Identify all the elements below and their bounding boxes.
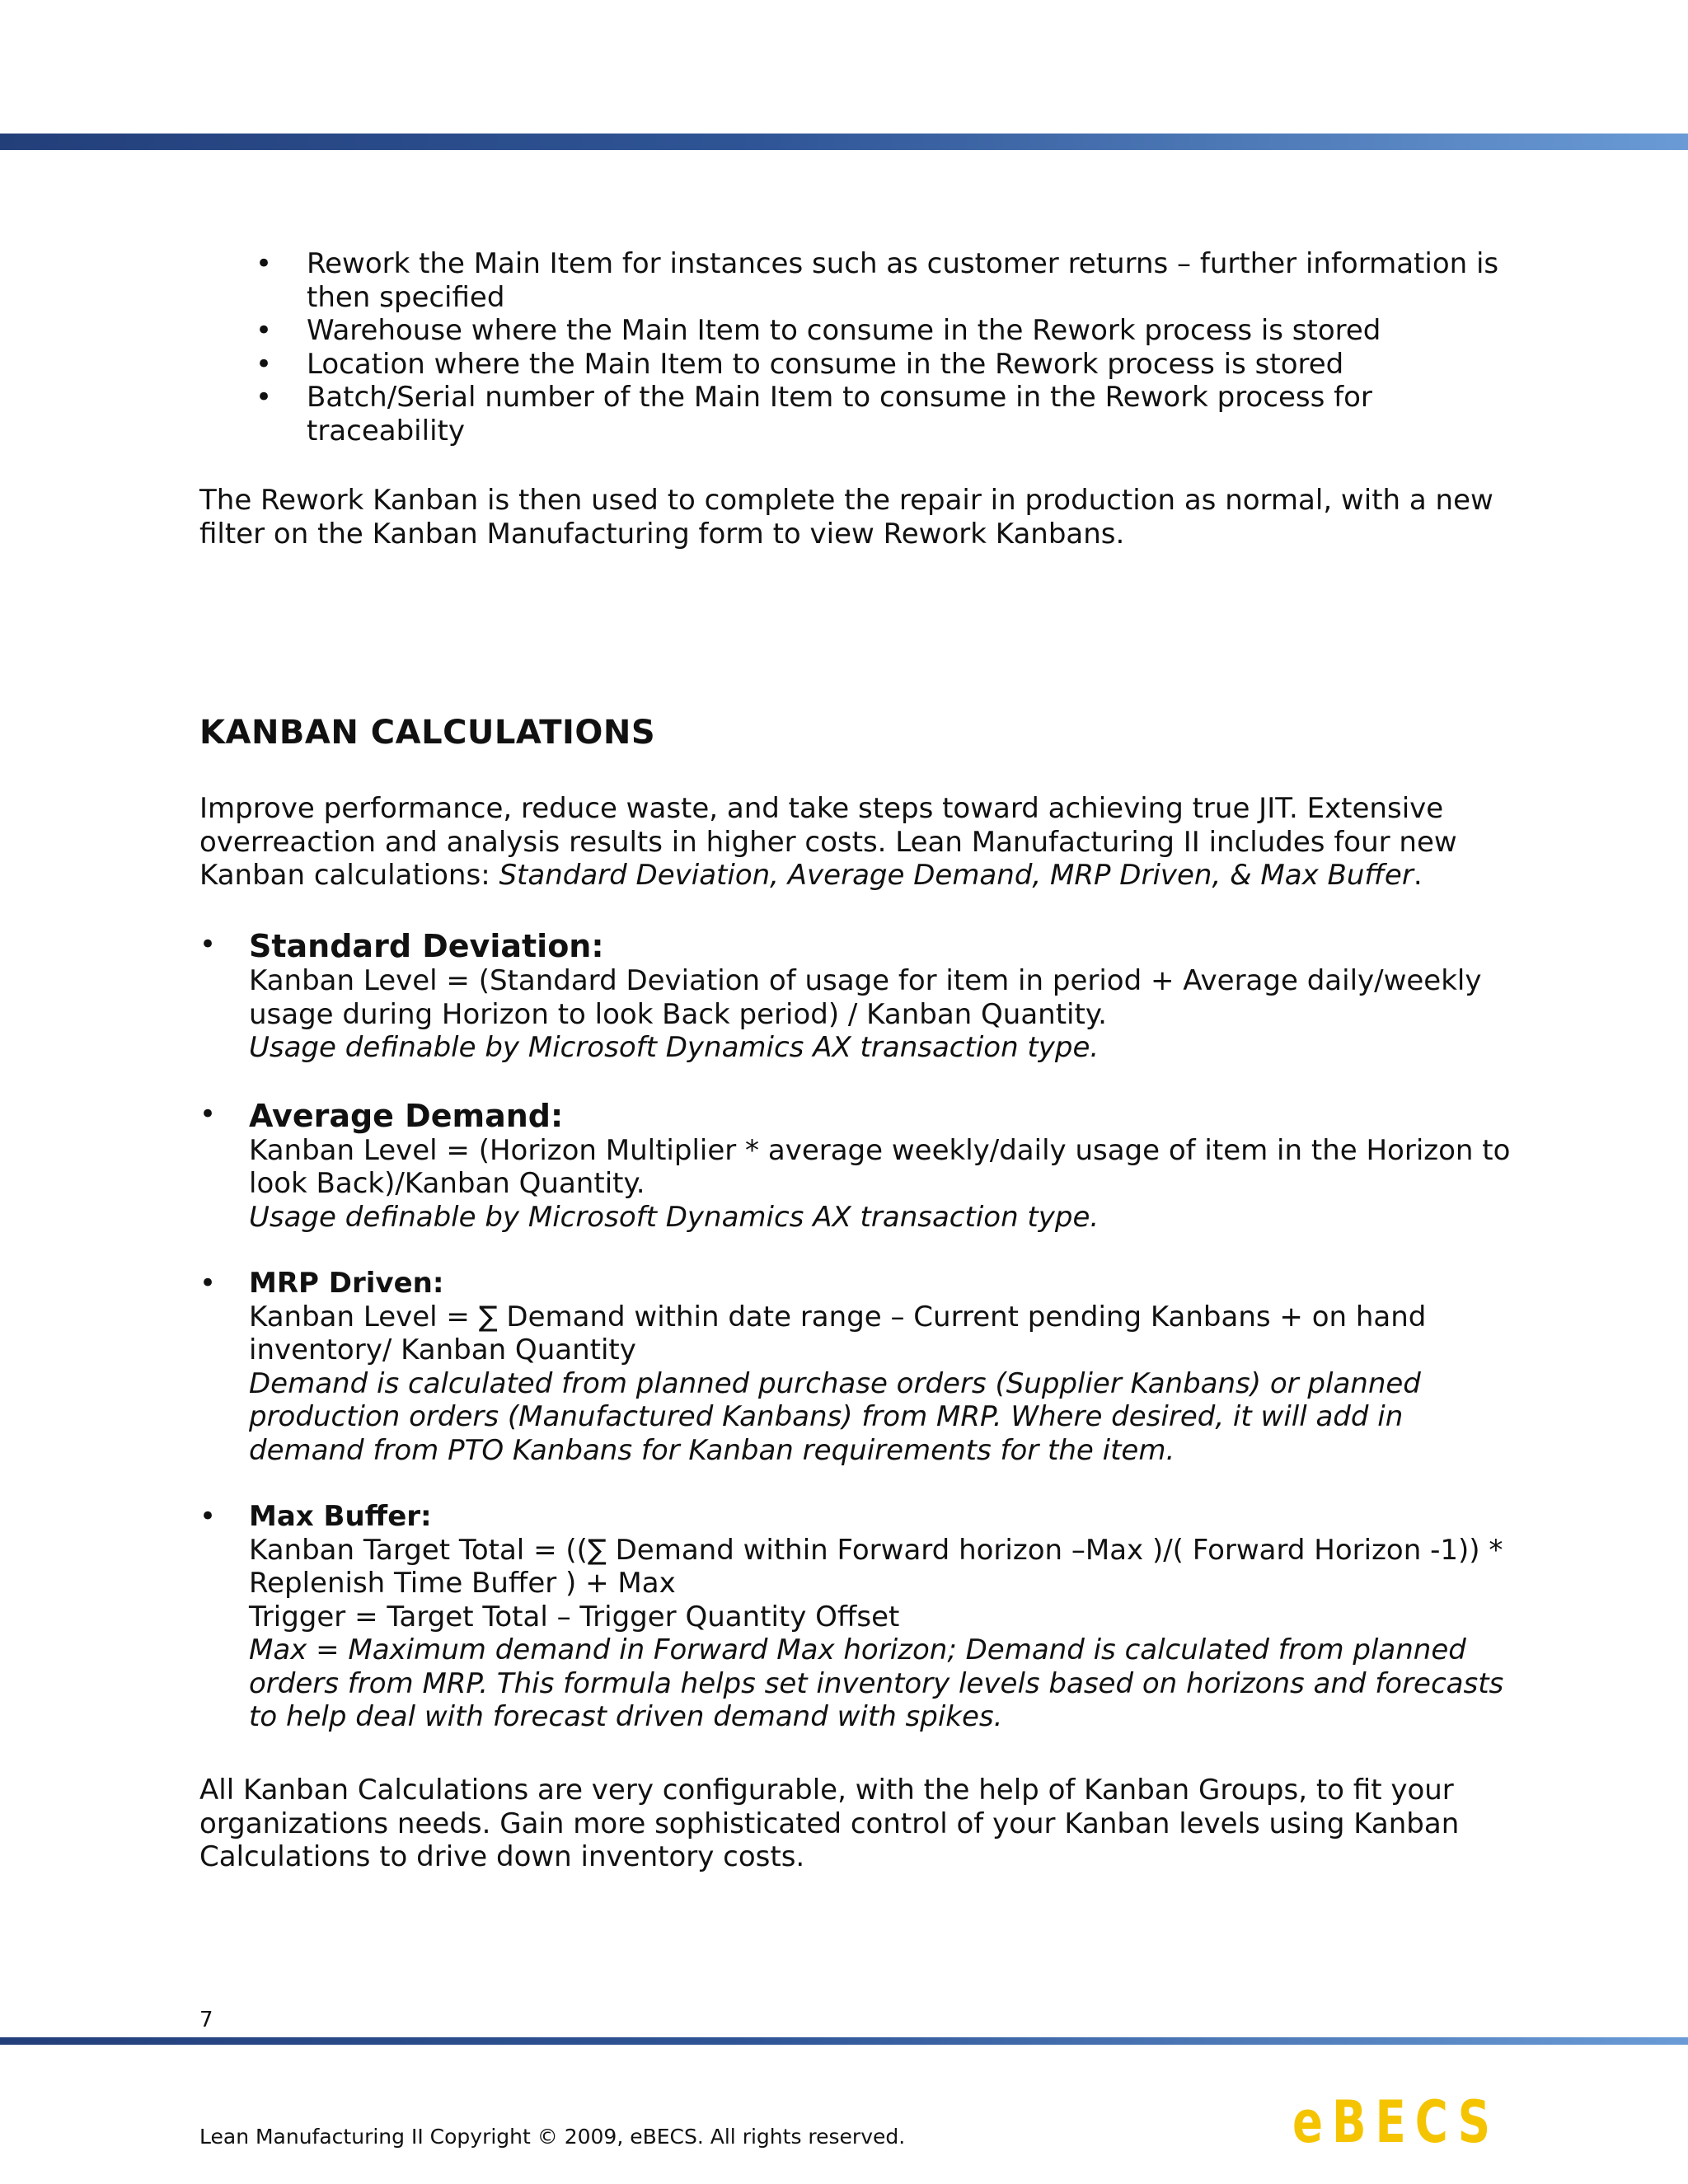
- page-number: 7: [199, 2008, 213, 2032]
- calculation-list: [199, 928, 1526, 1734]
- section-heading: KANBAN CALCULATIONS: [199, 714, 656, 752]
- calc-note: Demand is calculated from planned purchase orders (Supplier Kanbans) or planned production orders (Manufactured Kanbans) from MRP. Where desired, it will add in demand from PTO Kanbans for Kanban requirements for the item.: [249, 1366, 1421, 1467]
- ebecs-logo: eBECS: [1292, 2088, 1499, 2156]
- closing-paragraph: All Kanban Calculations are very configurable, with the help of Kanban Groups, to fit your organizations needs. Gain more sophisticated control of your Kanban levels using Kanban Calculations to drive down inventory costs.: [199, 1774, 1460, 1873]
- calc-max-buffer: [199, 1500, 1526, 1734]
- calc-trigger: Trigger = Target Total – Trigger Quantity Offset: [249, 1600, 900, 1633]
- calc-note: Max = Maximum demand in Forward Max horizon; Demand is calculated from planned orders from MRP. This formula helps set inventory levels based on horizons and forecasts to help deal with forecast driven demand with spikes.: [249, 1633, 1504, 1733]
- intro-italic: Standard Deviation, Average Demand, MRP Driven, & Max Buffer: [499, 859, 1414, 892]
- calc-formula: Kanban Level = ∑ Demand within date range – Current pending Kanbans + on hand inventory/ Kanban Quantity: [249, 1300, 1427, 1366]
- calc-standard-deviation: [199, 928, 1526, 1065]
- calc-formula: Kanban Level = (Standard Deviation of usage for item in period + Average daily/weekly usage during Horizon to look Back period) / Kanban Quantity.: [249, 964, 1482, 1031]
- calc-formula: Kanban Target Total = ((∑ Demand within Forward horizon –Max )/( Forward Horizon -1)) * Replenish Time Buffer ) + Max: [249, 1533, 1503, 1600]
- intro-end: .: [1413, 859, 1423, 892]
- calc-note: Usage definable by Microsoft Dynamics AX transaction type.: [249, 1200, 1100, 1234]
- footer-bar: [0, 2037, 1688, 2045]
- list-item: • Rework the Main Item for instances such as customer returns – further information is then specified: [199, 247, 1526, 314]
- rework-list: [199, 247, 1526, 448]
- calc-title: • MRP Driven:: [249, 1267, 444, 1300]
- calc-title: • Average Demand:: [249, 1097, 564, 1134]
- calc-formula: Kanban Level = (Horizon Multiplier * average weekly/daily usage of item in the Horizon to look Back)/Kanban Quantity.: [249, 1133, 1511, 1200]
- list-item: • Warehouse where the Main Item to consume in the Rework process is stored: [199, 314, 1526, 348]
- calc-average-demand: [199, 1098, 1526, 1235]
- intro-text: Improve performance, reduce waste, and take steps toward achieving true JIT. Extensive overreaction and analysis results in higher costs. Lean Manufacturing II includes four new Kanban calculations:: [199, 792, 1457, 892]
- calc-mrp-driven: [199, 1267, 1526, 1467]
- calc-title: • Standard Deviation:: [249, 928, 604, 964]
- header-bar: [0, 134, 1688, 150]
- copyright-text: Lean Manufacturing II Copyright © 2009, eBECS. All rights reserved.: [199, 2125, 906, 2149]
- intro-paragraph: [199, 792, 1526, 893]
- list-item: • Batch/Serial number of the Main Item to consume in the Rework process for traceability: [199, 381, 1526, 448]
- calc-title: • Max Buffer:: [249, 1500, 432, 1533]
- calc-note: Usage definable by Microsoft Dynamics AX transaction type.: [249, 1031, 1100, 1064]
- rework-section: [199, 247, 1526, 448]
- rework-paragraph: The Rework Kanban is then used to complete the repair in production as normal, with a new filter on the Kanban Manufacturing form to view Rework Kanbans.: [199, 484, 1493, 551]
- list-item: • Location where the Main Item to consume in the Rework process is stored: [199, 348, 1526, 382]
